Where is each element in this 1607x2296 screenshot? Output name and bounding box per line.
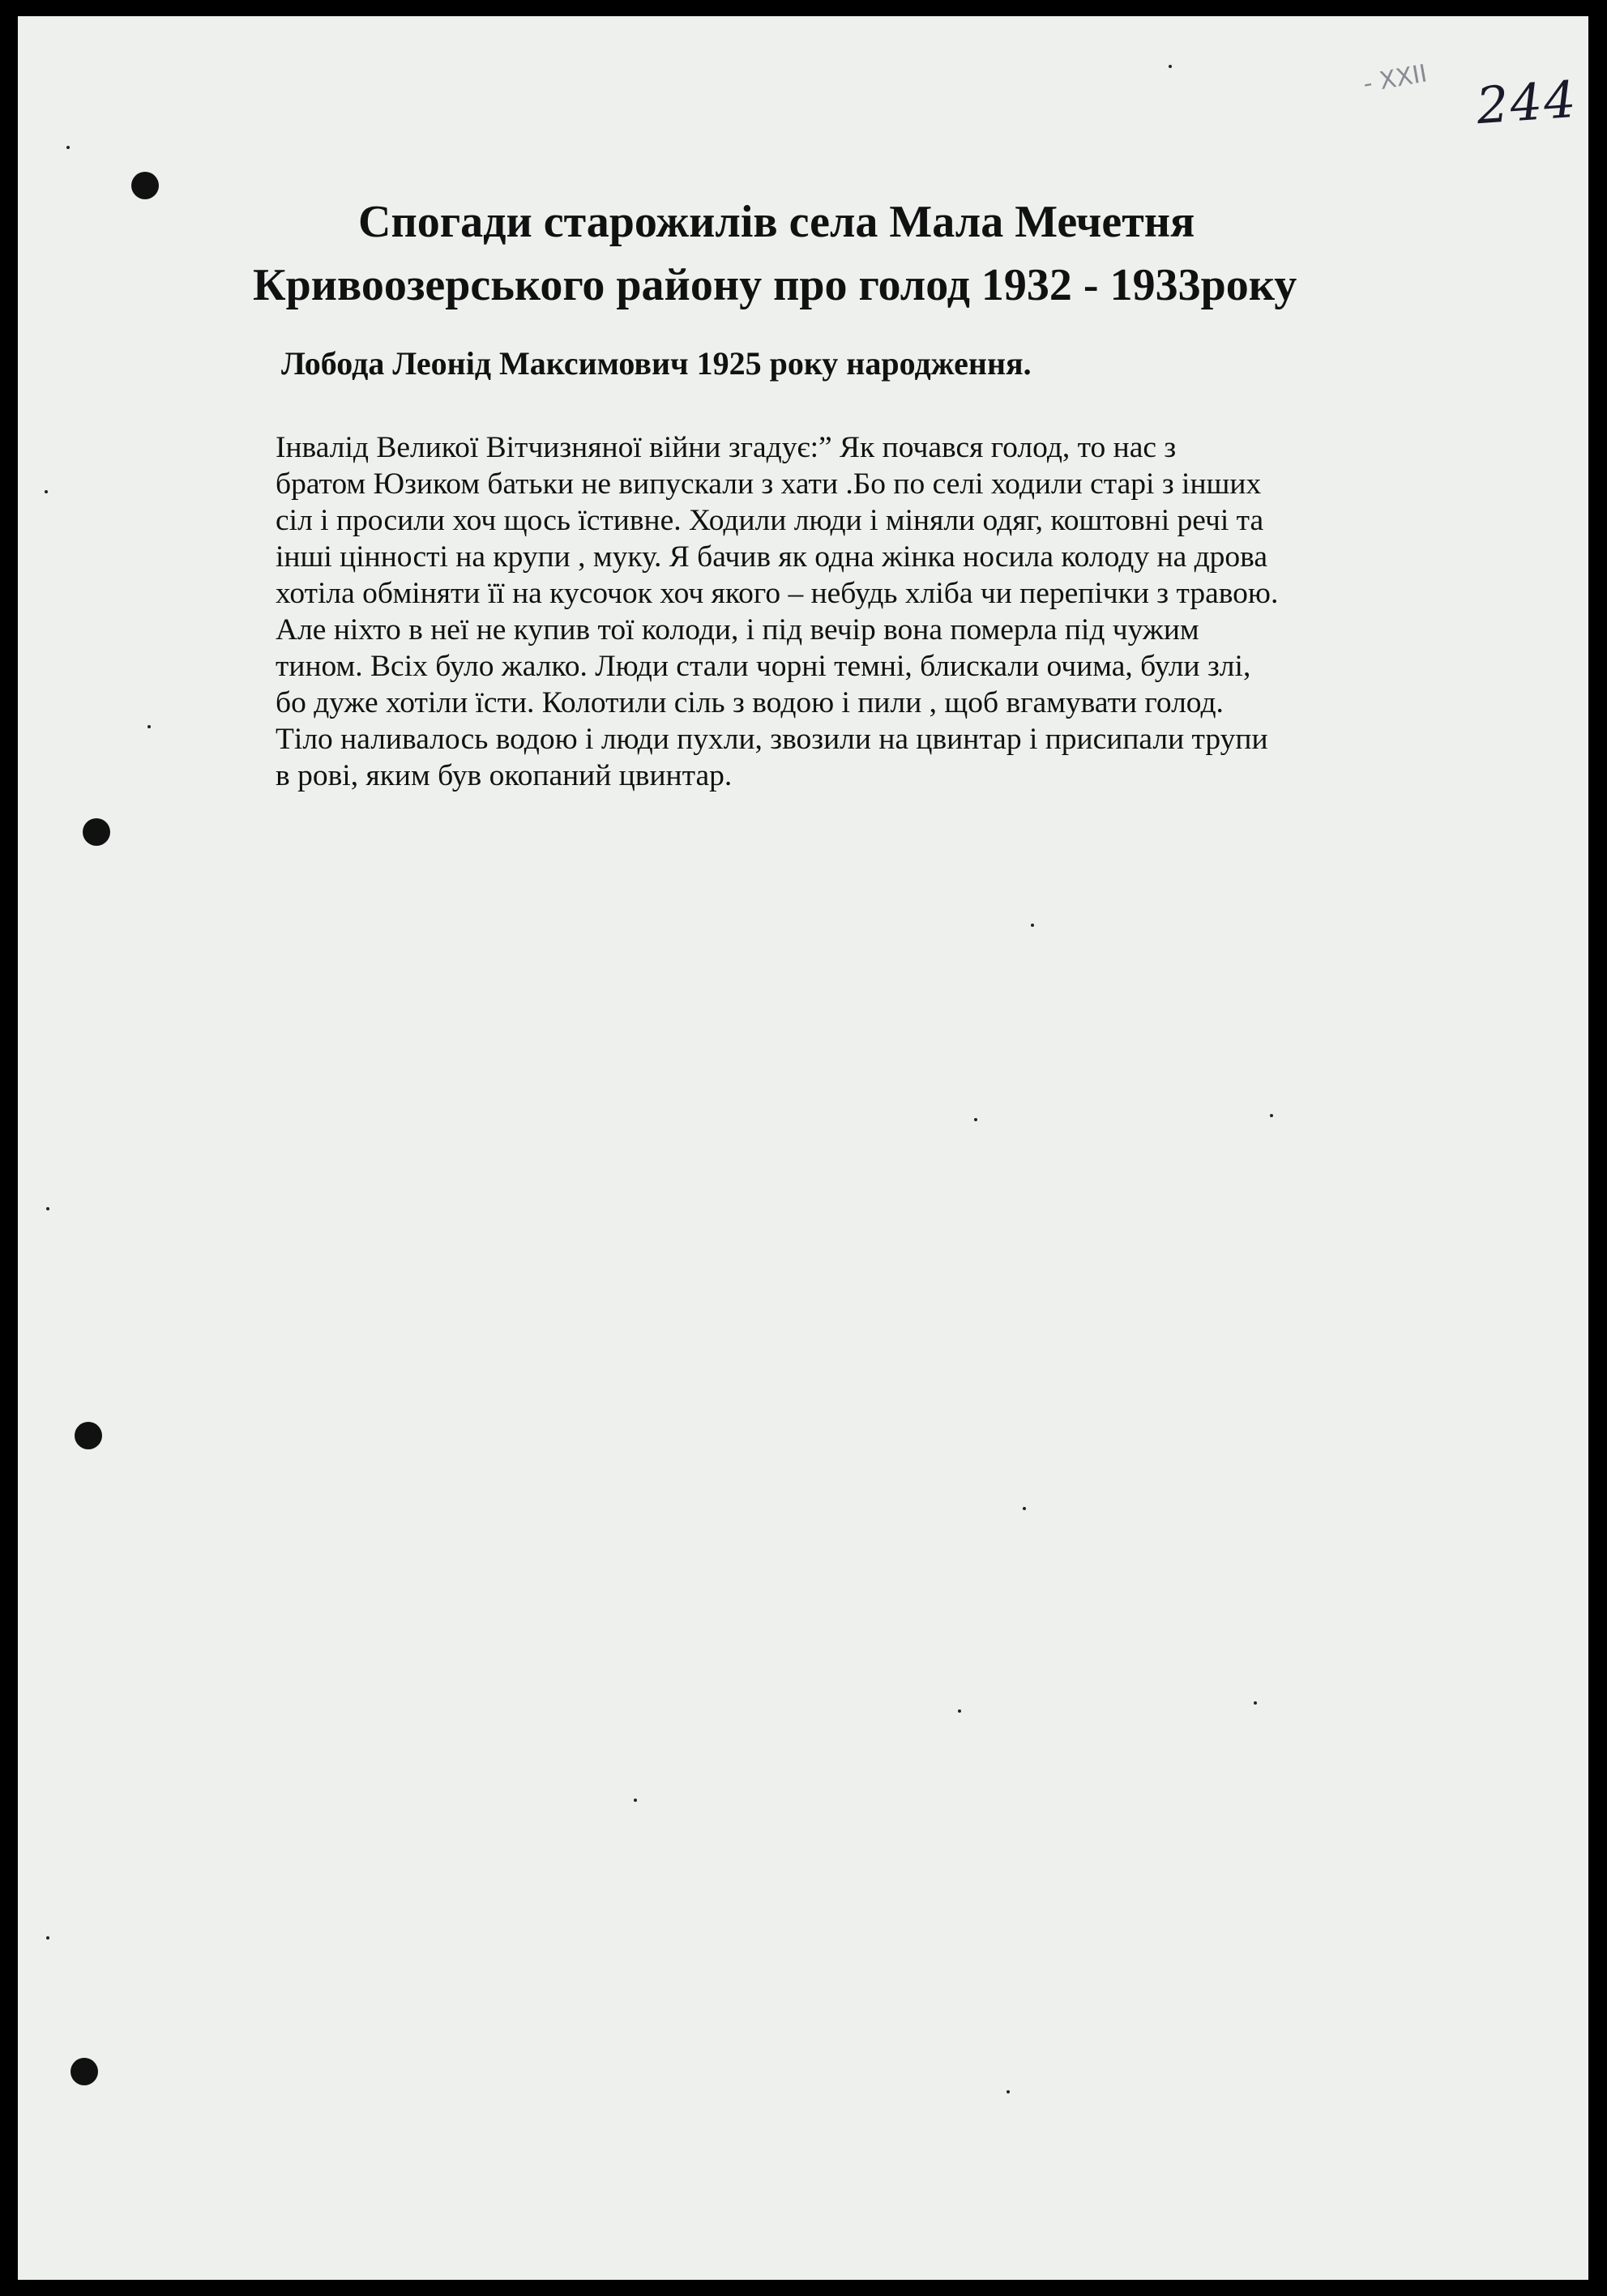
scan-speck <box>958 1709 961 1713</box>
testimony-line: Тіло наливалось водою і люди пухли, звозили на цвинтар і присипали трупи <box>276 723 1268 756</box>
archive-page-number: 244 <box>1474 69 1579 136</box>
title-line-1: Спогади старожилів села Мала Мечетня <box>358 197 1195 247</box>
testimony-line: бо дуже хотіли їсти. Колотили сіль з водою і пили , щоб вгамувати голод. <box>276 686 1224 719</box>
testimony-line: тином. Всіх було жалко. Люди стали чорні темні, блискали очима, були злі, <box>276 650 1251 683</box>
testimony-line: Інвалід Великої Вітчизняної війни згадує:” Як почався голод, то нас з <box>276 431 1177 464</box>
scan-speck <box>1007 2090 1010 2093</box>
scan-speck <box>46 1936 49 1940</box>
archive-mark: - XXII <box>1361 59 1430 99</box>
punch-hole <box>83 818 110 846</box>
testimony-line: сіл і просили хоч щось їстивне. Ходили люди і міняли одяг, коштовні речі та <box>276 504 1264 537</box>
scan-speck <box>1023 1507 1026 1510</box>
scan-speck <box>1254 1701 1257 1705</box>
scan-speck <box>1169 65 1172 68</box>
scan-speck <box>147 725 151 728</box>
scan-speck <box>974 1118 977 1121</box>
testimony-text <box>276 429 1540 794</box>
title-line-2: Кривоозерського району про голод 1932 - 1933року <box>253 260 1297 310</box>
scan-speck <box>45 490 48 493</box>
punch-hole <box>131 172 159 199</box>
scan-speck <box>1031 924 1034 927</box>
testimony-line: хотіла обміняти її на кусочок хоч якого – небудь хліба чи перепічки з травою. <box>276 577 1279 610</box>
punch-hole <box>71 2058 98 2085</box>
scan-speck <box>1270 1114 1273 1117</box>
punch-hole <box>75 1422 102 1449</box>
document-page <box>18 16 1588 2280</box>
scan-speck <box>46 1207 49 1210</box>
scan-speck <box>66 146 70 149</box>
testimony-line: Але ніхто в неї не купив тої колоди, і під вечір вона померла під чужим <box>276 613 1199 647</box>
testimony-line: в рові, яким був окопаний цвинтар. <box>276 759 733 792</box>
document-title <box>253 190 1452 317</box>
scan-speck <box>634 1799 637 1802</box>
testimony-line: братом Юзиком батьки не випускали з хати .Бо по селі ходили старі з інших <box>276 467 1262 501</box>
testimony-line: інші цінності на крупи , муку. Я бачив як одна жінка носила колоду на дрова <box>276 540 1268 574</box>
witness-name: Лобода Леонід Максимович 1925 року народження. <box>281 345 1032 382</box>
